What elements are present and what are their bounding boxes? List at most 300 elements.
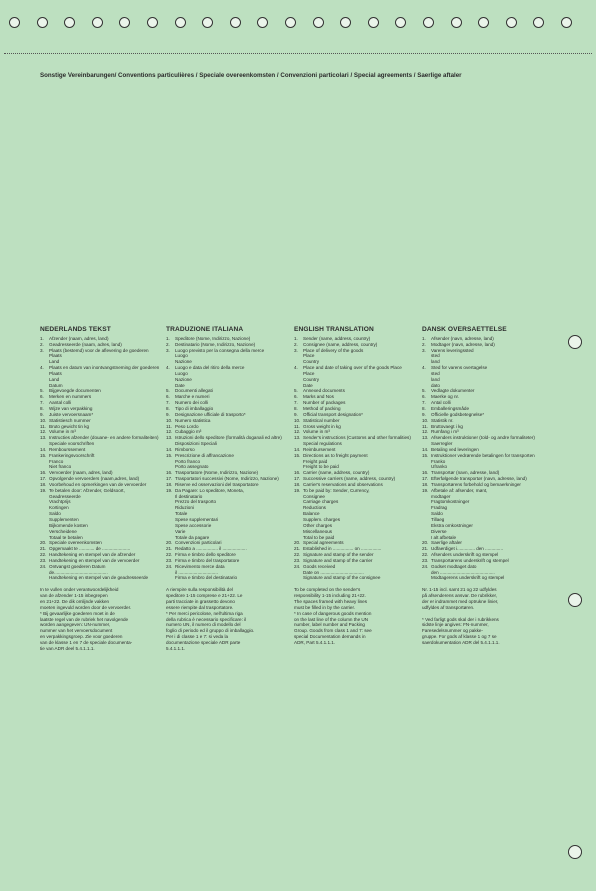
field-label — [431, 365, 544, 388]
field-number: 5. — [166, 388, 170, 394]
column-title: TRADUZIONE ITALIANA — [166, 326, 244, 333]
field-number: 12. — [422, 429, 429, 435]
field-text: Destinatario (Nome, Indirizzo, Nazione) — [175, 341, 256, 347]
field-subline: Prezzo del trasporto — [175, 499, 217, 505]
field-label — [303, 435, 416, 447]
field-item — [40, 435, 162, 447]
column-title: DANSK OVERSAETTELSE — [422, 326, 507, 333]
field-list — [294, 336, 416, 581]
field-text: Instruktioner vedrørende betalingen for transporten — [431, 452, 535, 458]
field-text: Transportørens underskrift og stempel — [431, 557, 509, 563]
field-text: Betaling ved leveringen — [431, 446, 479, 452]
field-item — [422, 453, 544, 471]
punch-hole — [175, 17, 186, 28]
field-number: 8. — [294, 405, 298, 411]
field-number: 2. — [40, 341, 44, 347]
field-number: 20. — [166, 540, 173, 546]
field-text: Te betalen door: Afzender, Geldsoort, — [49, 487, 125, 493]
field-text: Frankeringsvoorschrift — [49, 452, 95, 458]
field-number: 11. — [294, 423, 301, 429]
field-text: Afbetale af: afsender, mønt, — [431, 487, 488, 493]
field-text: Afsenders instruktioner (told- og andre formaliteter) Saerregler — [431, 435, 535, 447]
note-line: tie van ADR deel 5.4.1.1.1. — [40, 645, 95, 651]
field-list — [422, 336, 544, 581]
field-number: 3. — [166, 347, 170, 353]
field-label — [175, 453, 288, 471]
field-subline: Freight to be paid — [303, 464, 339, 470]
field-text: Gross weight in kg — [303, 423, 341, 429]
note-line: saerdokumentation ADR del 5.4.1.1.1. — [422, 639, 500, 645]
field-subline: Country — [303, 376, 320, 382]
field-subline: Land — [49, 376, 60, 382]
field-number: 23. — [294, 557, 301, 563]
field-number: 23. — [422, 557, 429, 563]
field-text: Afzender (naam, adres, land) — [49, 335, 109, 341]
field-number: 13. — [422, 435, 429, 441]
field-label — [431, 348, 544, 366]
field-subline: Luogo — [175, 370, 188, 376]
field-text: Efterfølgende transportør (navn, adresse, land) — [431, 476, 527, 482]
field-subline: Total to be paid — [303, 534, 335, 540]
field-number: 19. — [40, 487, 47, 493]
field-number: 22. — [40, 552, 47, 558]
note-line: essere riempite dal trasportatore. — [166, 604, 234, 610]
field-number: 7. — [422, 400, 426, 406]
field-subline: modtager — [431, 493, 451, 499]
field-number: 14. — [294, 446, 301, 452]
field-subline: Land — [49, 359, 60, 365]
field-subline: Special regulations — [303, 441, 342, 447]
field-text: Carrier (name, address, country) — [303, 470, 370, 476]
column-title: ENGLISH TRANSLATION — [294, 326, 374, 333]
field-text: Consignee (name, address, country) — [303, 341, 378, 347]
field-text: Place of delivery of the goods — [303, 347, 364, 353]
field-text: Bruto gewicht tin kg — [49, 423, 90, 429]
field-subline: Totale da pagare — [175, 534, 210, 540]
field-text: Speditore (Nome, Indirizzo, Nazione) — [175, 335, 251, 341]
column-italian — [166, 327, 288, 652]
field-item — [166, 365, 288, 388]
field-number: 16. — [422, 470, 429, 476]
field-number: 4. — [294, 365, 298, 371]
field-number: 18. — [166, 481, 173, 487]
field-subline: Totaal te betalen — [49, 534, 83, 540]
field-label — [175, 564, 288, 582]
field-subline: Handtekening en stempel van de geadresseerde — [49, 575, 149, 581]
field-text: Geadresseerde (naam, adres, land) — [49, 341, 122, 347]
field-text: Afsenders underskrift og stempel — [431, 552, 499, 558]
field-text: Officielle godsbetegnelse* — [431, 411, 485, 417]
field-number: 22. — [294, 552, 301, 558]
field-text: Opgemaakt te ............ de ...................... — [49, 546, 131, 552]
field-number: 21. — [422, 546, 429, 552]
field-number: 12. — [166, 429, 173, 435]
field-number: 13. — [166, 435, 173, 441]
field-subline: Verscheidene — [49, 528, 77, 534]
punch-hole — [340, 17, 351, 28]
field-number: 16. — [40, 470, 47, 476]
field-subline: Saldo — [431, 511, 443, 517]
field-label — [303, 365, 416, 388]
field-text: Method of packing — [303, 405, 341, 411]
field-text: Vervoerder (naam, adres, land) — [49, 470, 113, 476]
field-subline: Carriage charges — [303, 499, 339, 505]
field-number: 18. — [422, 481, 429, 487]
field-text: Place and date of taking over of the goods Place — [303, 365, 402, 371]
field-item — [40, 348, 162, 366]
field-number: 10. — [40, 417, 47, 423]
field-number: 19. — [166, 487, 173, 493]
field-text: Statistical number — [303, 417, 340, 423]
field-subline: Geadresseerde — [49, 493, 81, 499]
field-number: 4. — [166, 365, 170, 371]
field-text: Speciale overeenkomsten — [49, 540, 102, 546]
field-subline: land — [431, 359, 440, 365]
field-subline: Saldo — [49, 511, 61, 517]
note-line: Per i di classe 1 e 7: si veda la — [166, 634, 229, 640]
field-label — [49, 348, 162, 366]
punch-hole — [37, 17, 48, 28]
field-number: 22. — [422, 552, 429, 558]
field-number: 20. — [40, 540, 47, 546]
field-label — [175, 348, 288, 366]
field-number: 21. — [40, 546, 47, 552]
field-item — [40, 453, 162, 471]
field-text: Vedlagte dokumenter — [431, 388, 475, 394]
note-line: A riempire sulla responsibilità del — [166, 587, 233, 593]
field-subline: Speciale voorschriften — [49, 441, 95, 447]
binding-hole-lower — [568, 845, 582, 859]
field-text: Istruzioni dello speditore (formalità doganali ed altre) — [175, 435, 282, 441]
column-dutch — [40, 327, 162, 652]
field-item — [422, 435, 544, 447]
field-number: 18. — [40, 481, 47, 487]
punch-hole — [92, 17, 103, 28]
field-number: 7. — [40, 400, 44, 406]
note-line: must be filled in by the carrier. — [294, 604, 356, 610]
field-text: Special agreements — [303, 540, 344, 546]
field-number: 9. — [294, 411, 298, 417]
field-number: 6. — [422, 394, 426, 400]
field-subline: Riduzioni — [175, 505, 194, 511]
field-number: 8. — [422, 405, 426, 411]
field-number: 6. — [166, 394, 170, 400]
field-subline: Vrachtprijs — [49, 499, 71, 505]
field-subline: Modtagerens underskrift og stempel — [431, 575, 505, 581]
field-item — [40, 564, 162, 582]
field-number: 24. — [294, 563, 301, 569]
field-label — [49, 564, 162, 582]
note-line: en verpakkingsgroep. Zie voor goederen — [40, 634, 123, 640]
field-text: Marks and Nos — [303, 394, 334, 400]
field-number: 17. — [40, 476, 47, 482]
field-number: 19. — [294, 487, 301, 493]
field-text: Firma e timbro dello speditore — [175, 552, 236, 558]
field-text: Udfaerdiget i.............. den .............. — [431, 546, 503, 552]
field-text: Plaats (bestemd) voor de aflevering de goederen — [49, 347, 149, 353]
punch-hole — [451, 17, 462, 28]
field-number: 4. — [40, 365, 44, 371]
field-number: 19. — [422, 487, 429, 493]
field-number: 9. — [166, 411, 170, 417]
field-label — [303, 453, 416, 471]
field-subline: Supplementen — [49, 517, 79, 522]
field-subline: Datum — [49, 382, 63, 388]
field-text: Volume in m³ — [303, 429, 330, 435]
field-subline: Freight paid — [303, 458, 328, 464]
binding-hole-upper — [568, 335, 582, 349]
field-text: Opvolgende vervoerders (naam,adres, land) — [49, 476, 140, 482]
field-text: Number of packages — [303, 400, 346, 406]
field-number: 24. — [166, 563, 173, 569]
field-text: Voorbehoud en opmerkingen van de vervoerder — [49, 481, 147, 487]
punch-hole — [313, 17, 324, 28]
field-label — [49, 435, 162, 447]
note-line: * Bij gevaarlijke goederen moet in de — [40, 610, 115, 616]
field-number: 7. — [166, 400, 170, 406]
punch-hole — [368, 17, 379, 28]
note-line: The spaces framed with heavy lines — [294, 598, 368, 604]
field-number: 5. — [294, 388, 298, 394]
field-label — [49, 365, 162, 388]
field-item — [294, 564, 416, 582]
field-number: 8. — [40, 405, 44, 411]
field-text: Official transport designation* — [303, 411, 363, 417]
field-subline: Spese accessorie — [175, 522, 212, 528]
field-text: Handtekening en stempel van de afzender — [49, 552, 136, 558]
field-text: Successive carriers (name, address, country) — [303, 476, 396, 482]
field-number: 6. — [40, 394, 44, 400]
field-subline: Il destinatario — [175, 493, 203, 499]
field-text: Maerke og nr. — [431, 394, 460, 400]
note-line: van de afzender 1-15 inbegrepen — [40, 593, 108, 599]
field-text: Volume in m³ — [49, 429, 76, 435]
field-subline: Spese supplementari — [175, 517, 219, 522]
field-label — [303, 488, 416, 541]
field-subline: Date on .................................. — [303, 569, 364, 575]
field-subline: Place — [303, 370, 315, 376]
field-number: 16. — [294, 470, 301, 476]
field-subline: den ........................................... — [431, 569, 495, 575]
field-item — [294, 488, 416, 541]
field-number: 12. — [294, 429, 301, 435]
note-line: To be completed on the sender's — [294, 587, 361, 593]
field-number: 6. — [294, 394, 298, 400]
note-line: 5.4.1.1.1. — [166, 645, 186, 651]
field-number: 15. — [166, 452, 173, 458]
field-label — [303, 564, 416, 582]
field-text: Luogo e data del ritiro della merce — [175, 365, 245, 371]
field-number: 20. — [422, 540, 429, 546]
note-line: der er indrammet med optrukne linier, — [422, 598, 499, 604]
field-subline: Franko — [431, 458, 446, 464]
field-number: 3. — [422, 347, 426, 353]
field-number: 1. — [422, 335, 426, 341]
field-text: Wijze van verpakking — [49, 405, 93, 411]
punch-hole — [561, 17, 572, 28]
field-subline: Other charges — [303, 522, 333, 528]
field-number: 2. — [166, 341, 170, 347]
field-number: 12. — [40, 429, 47, 435]
field-text: Merken en nummers — [49, 394, 92, 400]
column-title: NEDERLANDS TEKST — [40, 326, 111, 333]
punch-hole — [506, 17, 517, 28]
special-agreements-heading: Sonstige Vereinbarungen/ Conventions particulières / Speciale overeenkomsten / Convenzioni particolari / Special agreements / Saerlige aftaler — [40, 72, 462, 79]
field-text: Emballeringsmåde — [431, 405, 470, 411]
note-line: * Per merci pericolose, nell'ultima riga — [166, 610, 243, 616]
field-text: Annexed documents — [303, 388, 345, 394]
field-number: 10. — [166, 417, 173, 423]
field-subline: Diverse — [431, 528, 447, 534]
field-text: Directions as to freight payment — [303, 452, 368, 458]
column-english — [294, 327, 416, 646]
note-line: numero UN, il numero di modello del — [166, 622, 241, 628]
field-subline: Date — [175, 382, 185, 388]
field-subline: il ............................... — [175, 569, 218, 575]
field-number: 7. — [294, 400, 298, 406]
field-text: Da Pagare: Lo speditore, Moneta, — [175, 487, 244, 493]
note-line: * In case of dangerous goods mention — [294, 610, 372, 616]
note-line: speditore 1-15 comprese e 21+22. Le — [166, 593, 243, 599]
field-text: Signature and stamp of the carrier — [303, 557, 373, 563]
field-number: 18. — [294, 481, 301, 487]
field-text: Aantal colli — [49, 400, 72, 406]
field-text: Instructies afzender (douane- en andere formaliteiten) — [49, 435, 159, 441]
field-subline: Niet franco — [49, 464, 72, 470]
field-number: 21. — [166, 546, 173, 552]
field-text: Marche e numeri — [175, 394, 210, 400]
field-text: Numero statistica — [175, 417, 211, 423]
field-number: 16. — [166, 470, 173, 476]
note-line: laatste regel van de rubriek het navolgende — [40, 616, 129, 622]
field-number: 1. — [294, 335, 298, 341]
note-line: number, label number and Packing — [294, 622, 365, 628]
field-subline: Nazione — [175, 359, 192, 365]
field-list — [166, 336, 288, 581]
note-line: In te vullen onder verantwoordelijkheid — [40, 587, 119, 593]
field-number: 8. — [166, 405, 170, 411]
field-label — [49, 488, 162, 541]
field-number: 22. — [166, 552, 173, 558]
field-text: Riserve ed osservazioni del trasportatore — [175, 481, 259, 487]
field-item — [166, 453, 288, 471]
field-item — [294, 453, 416, 471]
field-text: Statistiesch nummer — [49, 417, 91, 423]
field-number: 23. — [166, 557, 173, 563]
field-label — [431, 453, 544, 471]
field-subline: land — [431, 376, 440, 382]
field-number: 2. — [422, 341, 426, 347]
field-subline: de.......................................... — [49, 569, 108, 575]
field-text: Sted for varens overtagelse — [431, 365, 488, 371]
field-text: Luogo previsto per la consegna della merce — [175, 347, 265, 353]
column-note — [422, 587, 544, 645]
field-text: Afsender (navn, adresse, land) — [431, 335, 494, 341]
field-text: Ontvangst goederen Datum — [49, 563, 106, 569]
field-number: 13. — [294, 435, 301, 441]
punch-hole — [230, 17, 241, 28]
field-label — [175, 365, 288, 388]
field-subline: Supplem. charges — [303, 517, 341, 522]
field-number: 1. — [166, 335, 170, 341]
field-text: Saerlige aftaler — [431, 540, 462, 546]
punch-hole — [9, 17, 20, 28]
note-line: responsibility 1-15 including 21+22. — [294, 593, 366, 599]
field-subline: Balance — [303, 511, 320, 517]
field-number: 3. — [294, 347, 298, 353]
field-number: 10. — [294, 417, 301, 423]
field-number: 17. — [166, 476, 173, 482]
field-subline: Luogo — [175, 353, 188, 359]
field-number: 2. — [294, 341, 298, 347]
field-text: Numero dei colli — [175, 400, 208, 406]
note-line: nummer van het vervoersdocument — [40, 628, 113, 634]
field-item — [166, 435, 288, 447]
field-text: Prescrizione di affrancazione — [175, 452, 234, 458]
field-number: 15. — [40, 452, 47, 458]
field-subline: Totale — [175, 511, 188, 517]
field-text: Sender (name, address, country) — [303, 335, 371, 341]
field-subline: Fradrag — [431, 505, 448, 511]
field-text: Sender's instructions (Customs and other formalities) — [303, 435, 411, 441]
field-subline: Varie — [175, 528, 186, 534]
field-item — [40, 365, 162, 388]
field-number: 11. — [166, 423, 173, 429]
field-subline: Nazione — [175, 376, 192, 382]
field-text: Established in ................ on ................ — [303, 546, 382, 552]
field-subline: sted — [431, 353, 440, 359]
field-label — [175, 488, 288, 541]
field-number: 5. — [40, 388, 44, 394]
note-line: ADR, Part 5.4.1.1.1. — [294, 639, 336, 645]
field-number: 15. — [294, 452, 301, 458]
punch-hole — [64, 17, 75, 28]
field-number: 11. — [422, 423, 429, 429]
field-text: Tipo di imballaggio — [175, 405, 214, 411]
field-subline: Date — [303, 382, 313, 388]
field-text: Convenzioni particolari — [175, 540, 222, 546]
tear-off-perforation — [4, 53, 592, 54]
field-item — [294, 365, 416, 388]
field-subline: Fragtomkostninger — [431, 499, 470, 505]
field-number: 14. — [166, 446, 173, 452]
note-line: on the last line of the column the UN — [294, 616, 369, 622]
field-text: Peso Lordo — [175, 423, 199, 429]
field-text: Antal colli — [431, 400, 451, 406]
punch-hole — [423, 17, 434, 28]
field-text: Statistik nr. — [431, 417, 454, 423]
field-number: 4. — [422, 365, 426, 371]
field-text: Signature and stamp of the sender — [303, 552, 374, 558]
field-number: 24. — [422, 563, 429, 569]
field-number: 3. — [40, 347, 44, 353]
field-subline: Franco — [49, 458, 64, 464]
punch-hole — [257, 17, 268, 28]
field-text: Carrier's reservations and observations — [303, 481, 383, 487]
field-item — [294, 348, 416, 366]
field-subline: Plaats — [49, 353, 62, 359]
field-subline: Plaats — [49, 370, 62, 376]
field-item — [166, 348, 288, 366]
note-line: en 21+22. De dik omlijnde vakken — [40, 598, 110, 604]
field-text: Rembourssement — [49, 446, 86, 452]
field-number: 14. — [40, 446, 47, 452]
field-subline: Reductions — [303, 505, 326, 511]
note-line: parti tracciate in grassetto devono — [166, 598, 235, 604]
field-label — [49, 453, 162, 471]
field-number: 20. — [294, 540, 301, 546]
field-text: Juiste vervoersnaam* — [49, 411, 94, 417]
